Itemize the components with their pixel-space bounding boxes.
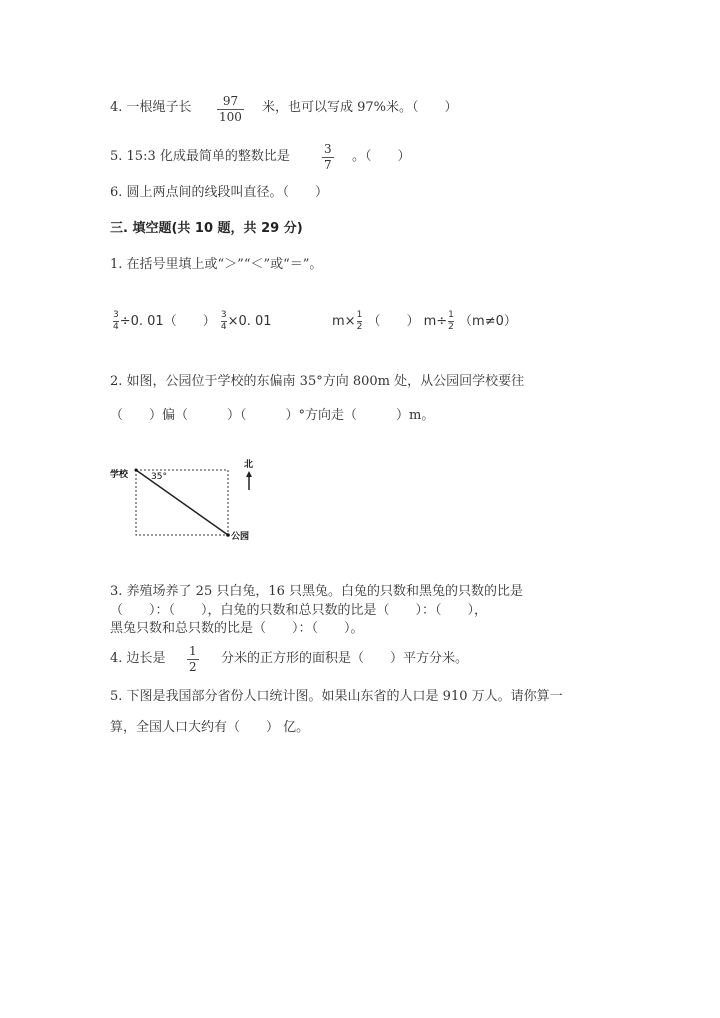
fill-question-2-line-1: 2. 如图，公园位于学校的东偏南 35°方向 800m 处，从公园回学校要往 (110, 374, 525, 389)
expression-text: m÷ (423, 314, 448, 329)
fraction-3-7 (322, 143, 334, 172)
question-5-true-false (110, 149, 290, 165)
expression-text: m× (332, 314, 356, 329)
fill-question-4-suffix (221, 651, 468, 667)
question-text: 米，也可以写成 97%米。（ ） (262, 100, 458, 115)
fraction-3-4 (113, 311, 119, 332)
park-label: 公园 (231, 532, 250, 542)
question-5-suffix (352, 149, 411, 165)
fill-question-1: 1. 在括号里填上或“＞”“＜”或“＝”。 (110, 257, 323, 272)
fill-question-2-line-2: （ ）偏（ ）（ ）°方向走（ ）m。 (110, 408, 435, 423)
numerator: 3 (113, 310, 119, 320)
numerator: 1 (189, 644, 197, 658)
question-text: 分米的正方形的面积是（ ）平方分米。 (221, 651, 469, 666)
question-text: 5. 15:3 化成最简单的整数比是 (110, 149, 290, 164)
school-park-line (136, 470, 228, 535)
question-text: 4. 一根绳子长 (110, 100, 192, 115)
fill-question-3-line-2: （ ）：（ ），白兔的只数和总只数的比是（ ）：（ ）， (110, 603, 488, 618)
comparison-item-2 (332, 310, 517, 332)
fill-question-3-line-3: 黑兔只数和总只数的比是（ ）：（ ）。 (110, 621, 364, 636)
question-4-true-false (110, 100, 192, 116)
numerator: 3 (220, 310, 227, 320)
section-heading: 三. 填空题(共 10 题，共 29 分) (110, 221, 303, 236)
fraction-1-2 (448, 311, 454, 332)
park-point (226, 533, 230, 537)
question-6-true-false (110, 185, 328, 201)
expression-text: ÷0. 01（ ） (119, 314, 216, 329)
denominator: 4 (113, 322, 119, 332)
numerator: 3 (324, 142, 332, 156)
answer-blank: （ ） (367, 314, 420, 329)
angle-label: 35° (151, 472, 167, 482)
expression-text: ×0. 01 (227, 314, 272, 329)
north-arrow-head-icon (246, 471, 252, 477)
north-label: 北 (244, 460, 254, 470)
fraction-97-100 (217, 95, 244, 124)
denominator: 100 (219, 110, 242, 124)
denominator: 4 (220, 322, 227, 332)
denominator: 2 (189, 660, 197, 674)
question-text: 4. 边长是 (110, 651, 166, 666)
fraction-3-4 (221, 311, 227, 332)
fill-question-5-line-2: 算，全国人口大约有（ ） 亿。 (110, 720, 310, 735)
denominator: 7 (324, 158, 332, 172)
question-text: 。（ ） (352, 149, 411, 164)
fraction-1-2 (187, 645, 199, 674)
school-point (135, 469, 138, 472)
condition-note: （m≠0） (459, 314, 517, 329)
question-text: 6. 圆上两点间的线段叫直径。（ ） (110, 185, 329, 200)
fill-question-4 (110, 651, 166, 667)
fraction-1-2 (357, 311, 363, 332)
denominator: 2 (448, 322, 454, 332)
numerator: 1 (356, 310, 363, 320)
school-label: 学校 (110, 470, 129, 480)
question-4-suffix (262, 100, 458, 116)
numerator: 97 (222, 94, 239, 108)
fill-question-5-line-1: 5. 下图是我国部分省份人口统计图。如果山东省的人口是 910 万人。请你算一 (110, 689, 563, 704)
direction-diagram (108, 455, 268, 550)
fill-question-3-line-1: 3. 养殖场养了 25 只白兔，16 只黑兔。白兔的只数和黑兔的只数的比是 (110, 584, 524, 599)
comparison-item-1 (112, 310, 272, 332)
numerator: 1 (448, 310, 454, 320)
denominator: 2 (356, 322, 363, 332)
